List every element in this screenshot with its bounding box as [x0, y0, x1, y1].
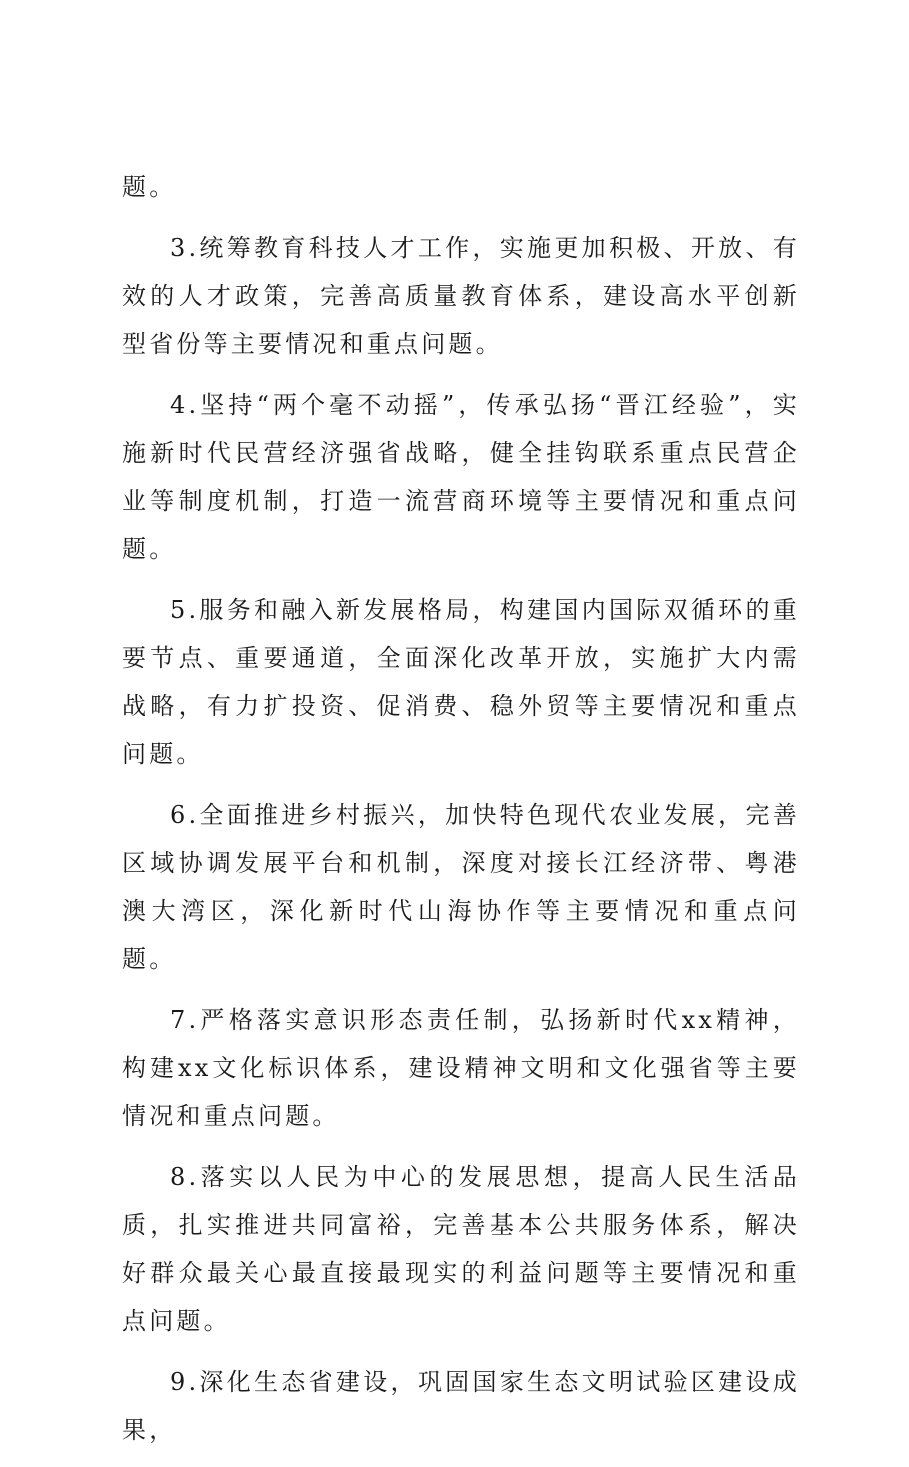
document-body — [122, 163, 800, 1467]
paragraph-item-3: 3.统筹教育科技人才工作，实施更加积极、开放、有效的人才政策，完善高质量教育体系，建设高水平创新型省份等主要情况和重点问题。 — [122, 234, 800, 358]
paragraph-item-9: 9.深化生态省建设，巩固国家生态文明试验区建设成果， — [122, 1368, 800, 1444]
paragraph-item-7: 7.严格落实意识形态责任制，弘扬新时代xx精神，构建xx文化标识体系，建设精神文明和文化强省等主要情况和重点问题。 — [122, 1006, 800, 1130]
paragraph-item-8: 8.落实以人民为中心的发展思想，提高人民生活品质，扎实推进共同富裕，完善基本公共服务体系，解决好群众最关心最直接最现实的利益问题等主要情况和重点问题。 — [122, 1163, 800, 1335]
paragraph-item-4: 4.坚持“两个毫不动摇”，传承弘扬“晋江经验”，实施新时代民营经济强省战略，健全挂钩联系重点民营企业等制度机制，打造一流营商环境等主要情况和重点问题。 — [122, 391, 800, 563]
paragraph-item-5: 5.服务和融入新发展格局，构建国内国际双循环的重要节点、重要通道，全面深化改革开放，实施扩大内需战略，有力扩投资、促消费、稳外贸等主要情况和重点问题。 — [122, 596, 800, 768]
paragraph-continued: 题。 — [122, 173, 177, 201]
paragraph-item-6: 6.全面推进乡村振兴，加快特色现代农业发展，完善区域协调发展平台和机制，深度对接长江经济带、粤港澳大湾区，深化新时代山海协作等主要情况和重点问题。 — [122, 801, 800, 973]
